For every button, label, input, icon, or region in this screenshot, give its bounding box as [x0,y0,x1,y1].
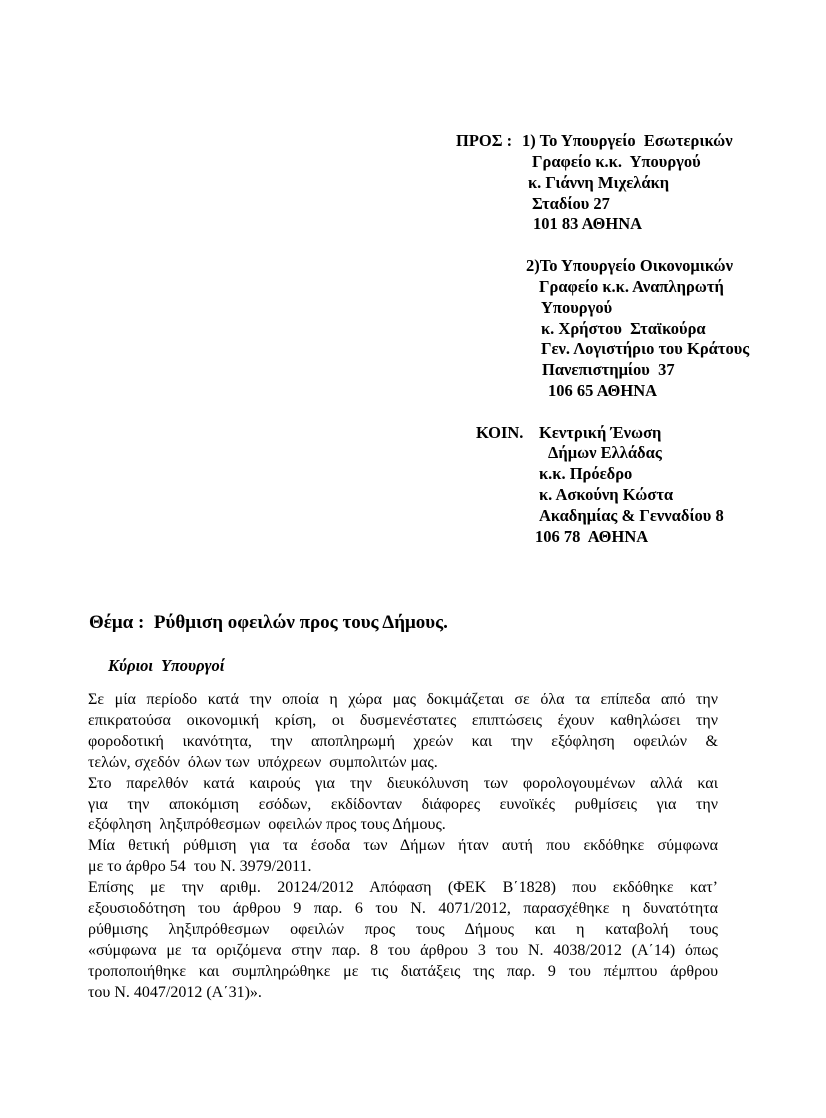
recipient2-line: Γεν. Λογιστήριο του Κράτους [541,339,750,358]
koin-line: Κεντρική Ένωση [539,423,662,442]
body-line: για την αποκόμιση εσόδων, εκδίδονταν διάφορες ευνοϊκές ρυθμίσεις για την [88,795,718,813]
body-line: τελών, σχεδόν όλων των υπόχρεων συμπολιτών μας. [88,753,438,771]
body-line: Επίσης με την αριθμ. 20124/2012 Απόφαση (ΦΕΚ Β΄1828) που εκδόθηκε κατ’ [88,879,718,897]
recipient1-line: Σταδίου 27 [532,194,610,213]
body-line: με το άρθρο 54 του Ν. 3979/2011. [88,858,312,876]
paragraph-3 [88,836,718,878]
recipient1-line: κ. Γιάννη Μιχελάκη [528,173,670,192]
recipient2-line: κ. Χρήστου Σταϊκούρα [541,319,706,338]
paragraph-4 [88,878,718,1003]
body-line: επικρατούσα οικονομική κρίση, οι δυσμενέστατες επιπτώσεις έχουν καθηλώσει την [88,711,718,729]
koin-line: κ.κ. Πρόεδρο [539,464,633,483]
subject-heading: Θέμα : Ρύθμιση οφειλών προς τους Δήμους. [89,612,448,633]
koin-line: Ακαδημίας & Γενναδίου 8 [539,506,724,525]
salutation: Κύριοι Υπουργοί [108,656,225,675]
recipient2-line: 2)Το Υπουργείο Οικονομικών [526,256,733,275]
body-line: Στο παρελθόν κατά καιρούς για την διευκόλυνση των φορολογουμένων αλλά και [88,774,718,792]
koin-label: ΚΟΙΝ. [476,423,524,442]
letter-body [88,690,718,1004]
body-line: τροποποιήθηκε και συμπληρώθηκε με τις διατάξεις της παρ. 9 του πέμπτου άρθρου [88,962,718,980]
koin-line: 106 78 ΑΘΗΝΑ [535,527,649,546]
recipient2-line: 106 65 ΑΘΗΝΑ [548,381,658,400]
body-line: εξόφληση ληξιπρόθεσμων οφειλών προς τους Δήμους. [88,816,446,834]
koin-line: κ. Ασκούνη Κώστα [539,485,674,504]
recipient2-line: Πανεπιστημίου 37 [542,360,675,379]
body-line: ρύθμισης ληξιπρόθεσμων οφειλών προς τους Δήμους και η καταβολή τους [88,920,718,938]
body-line: εξουσιοδότηση του άρθρου 9 παρ. 6 του Ν. 4071/2012, παρασχέθηκε η δυνατότητα [88,900,718,918]
body-line: Σε μία περίοδο κατά την οποία η χώρα μας δοκιμάζεται σε όλα τα επίπεδα από την [88,691,718,708]
recipient1-line: Γραφείο κ.κ. Υπουργού [532,152,701,171]
paragraph-1 [88,690,718,774]
recipient-pros-label: ΠΡΟΣ : [456,131,513,150]
recipient2-line: Γραφείο κ.κ. Αναπληρωτή [539,277,724,296]
body-line: Μία θετική ρύθμιση για τα έσοδα των Δήμων ήταν αυτή που εκδόθηκε σύμφωνα [88,837,718,855]
body-line: του Ν. 4047/2012 (Α΄31)». [88,983,262,1001]
recipient2-line: Υπουργού [541,298,613,317]
paragraph-2 [88,774,718,837]
body-line: «σύμφωνα με τα οριζόμενα στην παρ. 8 του άρθρου 3 του Ν. 4038/2012 (Α΄14) όπως [88,941,718,959]
recipient1-line: 1) Το Υπουργείο Εσωτερικών [522,131,733,150]
body-line: φοροδοτική ικανότητα, την αποπληρωμή χρεών και την εξόφληση οφειλών & [88,732,718,750]
koin-line: Δήμων Ελλάδας [548,443,662,462]
recipient1-line: 101 83 ΑΘΗΝΑ [533,214,643,233]
